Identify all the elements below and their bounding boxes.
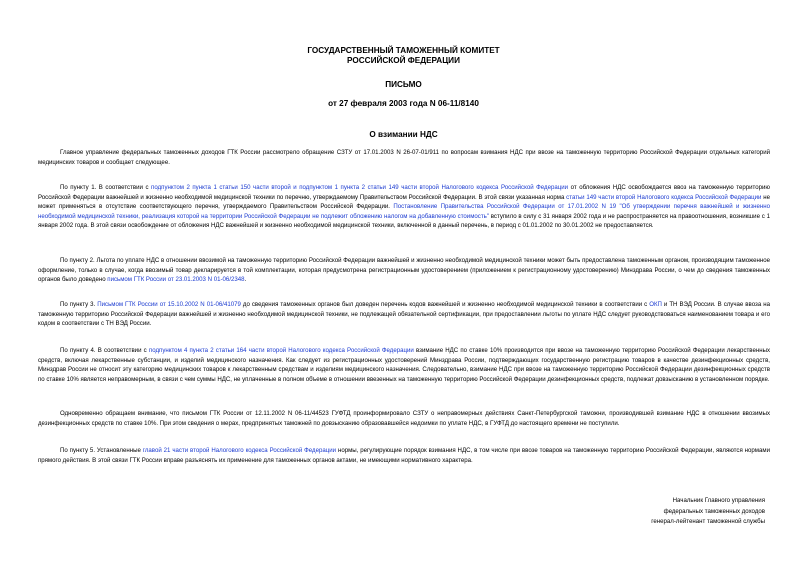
paragraph-text: . [244,276,247,284]
paragraph-item-4 [38,346,770,384]
issuer-header [0,46,807,66]
paragraph-text: По пункту 3. [60,301,98,308]
article-164-link[interactable]: подпунктом 4 пункта 2 статьи 164 части второй Налогового кодекса Российской Федерации [148,347,414,354]
paragraph-text: По пункту 1. В соответствии с [60,184,152,191]
chapter-21-link[interactable]: главой 21 части второй Налогового кодекса Российской Федерации [142,447,337,454]
paragraph-text: Главное управление федеральных таможенных доходов ГТК России рассмотрело обращение СЗТУ от 17.01.2003 N 26-07-01/911 по вопросам взимания НДС при ввозе на таможенную территорию Российской Федерации отдельных категорий медицинских товаров и сообщает следующее. [38,149,770,166]
gtk-letter-link[interactable]: письмом ГТК России от 23.01.2003 N 01-06/2348 [107,276,245,284]
issuer-line-2: РОССИЙСКОЙ ФЕДЕРАЦИИ [347,56,460,65]
document-date-number: от 27 февраля 2003 года N 06-11/8140 [328,99,479,108]
signature-line-3: генерал-лейтенант таможенной службы [651,518,765,525]
paragraph-text: не может применяться в отсутствие соответствующего перечня, утверждаемого Правительством Российской Федерации. [38,193,770,211]
signature-block [651,496,765,528]
paragraph-text: взимание НДС по ставке 10% производится при ввозе на таможенную территорию Российской Федерации лекарственных средств, включая лекарственные субстанции, и изделий медицинского назначения. Как следует из регистрационных удостоверений Минздрава России, подтверждающих государственную регистрацию товаров в качестве дезинфекционных средств, Минздрав России не относит эту категорию медицинских товаров к лекарственным средствам и изделиям медицинского назначения. Следовательно, взимание НДС при ввозе на таможенную территорию Российской Федерации дезинфекционных средств по ставке 10% является неправомерным, в связи с чем суммы НДС, не уплаченные в полном объеме в отношении ввезенных на таможенную территорию Российской Федерации дезинфекционных средств, подлежат довзысканию в установленном порядке. [38,347,770,383]
document-subject: О взимании НДС [369,130,438,139]
paragraph-item-5 [38,446,770,465]
article-149-link[interactable]: статьи 149 части второй Налогового кодекса Российской Федерации [566,193,762,201]
paragraph-text: от обложения НДС освобождается ввоз на таможенную территорию Российской Федерации важнейшей и жизненно необходимой медицинской техники по перечню, утверждаемому Правительством Российской Федерации. В этой связи указанная норма [38,184,770,201]
document-type: ПИСЬМО [385,80,422,89]
paragraph-text: По пункту 2. Льгота по уплате НДС в отношении ввозимой на таможенную территорию Российской Федерации важнейшей и жизненно необходимой медицинской техники может быть предоставлена таможенным органом, производящим таможенное оформление, только в случае, когда ввозимый товар декларируется в той комплектации, которая предусмотрена регистрационным удостоверением (приложением к регистрационному удостоверению) Минздрава России, о чем до сведения таможенных органов было доведено [38,257,770,284]
signature-line-1: Начальник Главного управления [672,497,765,504]
paragraph-notice [38,409,770,428]
issuer-line-1: ГОСУДАРСТВЕННЫЙ ТАМОЖЕННЫЙ КОМИТЕТ [307,46,500,55]
paragraph-text: до сведения таможенных органов был доведен перечень кодов важнейшей и жизненно необходимой медицинской техники в соответствии с [240,301,650,308]
paragraph-intro [38,148,770,167]
paragraph-text: По пункту 4. В соответствии с [60,347,149,354]
government-resolution-link[interactable]: Постановление Правительства Российской Федерации от 17.01.2002 N 19 "Об утверждении перечня важнейшей и жизненно необходимой медицинской техники, реализация которой на территории Российской Федерации не подлежит обложению налогом на добавленную стоимость" [38,203,770,220]
paragraph-text: нормы, регулирующие порядок взимания НДС, в том числе при ввозе товаров на таможенную территорию Российской Федерации, являются нормами прямого действия. В этой связи ГТК России вправе разъяснять их применение для таможенных органов актами, не имеющими нормативного характера. [38,447,770,464]
paragraph-item-1 [38,183,770,231]
paragraph-text: Одновременно обращаем внимание, что письмом ГТК России от 12.11.2002 N 06-11/44523 ГУФТД проинформировало СЗТУ о неправомерных действиях Санкт-Петербургской таможни, производившей взимание НДС в отношении ввозимых дезинфекционных средств по ставке 10%. При этом сведения о мерах, предпринятых таможней по довзысканию образовавшейся недоимки по уплате НДС, в ГУФТД до настоящего времени не поступили. [38,410,770,427]
signature-line-2: федеральных таможенных доходов [663,507,765,515]
paragraph-text: вступило в силу с 31 января 2002 года и не распространяется на правоотношения, возникшие с 1 января 2002 года. В этой связи освобождение от обложения НДС важнейшей и жизненно необходимой медицинской техники, включенной в данный перечень, в период с 01.01.2002 по 30.01.2002 не предоставляется. [38,212,770,230]
paragraph-text: По пункту 5. Установленные [60,447,143,454]
okp-link[interactable]: ОКП [649,301,662,308]
gtk-letter-2002-link[interactable]: Письмом ГТК России от 15.10.2002 N 01-06/41079 [97,301,241,308]
paragraph-item-3 [38,300,770,329]
paragraph-item-2 [38,256,770,285]
paragraph-text: и ТН ВЭД России. В случае ввоза на таможенную территорию Российской Федерации важнейшей и жизненно необходимой медицинской техники, не подлежащей обязательной сертификации, при предоставлении льготы по уплате НДС следует руководствоваться наименованием товара и его кодом в соответствии с ТН ВЭД России. [38,301,770,328]
tax-code-link[interactable]: подпунктом 2 пункта 1 статьи 150 части второй и подпунктом 1 пункта 2 статьи 149 части второй Налогового кодекса Российской Федерации [151,184,569,191]
